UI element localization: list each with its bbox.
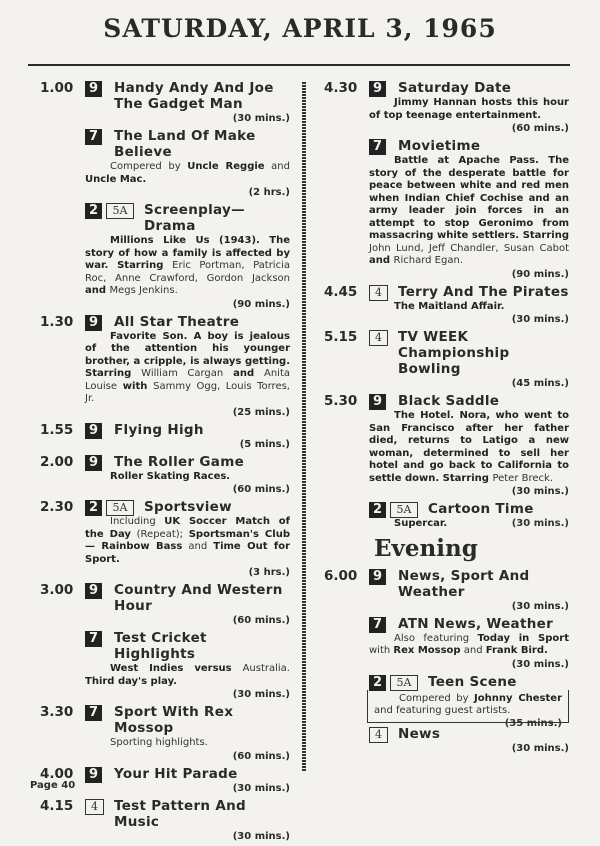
text: William Cargan bbox=[141, 368, 224, 379]
text: (Repeat); bbox=[130, 528, 189, 540]
program-description bbox=[85, 516, 290, 566]
bold-text: and bbox=[85, 285, 110, 296]
program-listing bbox=[85, 499, 290, 579]
channel-badges bbox=[85, 583, 102, 599]
channel-badges bbox=[369, 502, 418, 518]
channel-badges bbox=[85, 455, 102, 471]
bold-text: with bbox=[117, 380, 154, 392]
program-duration: (90 mins.) bbox=[511, 268, 569, 280]
bold-text: Today in Sport bbox=[477, 632, 569, 644]
slot-time: 6.00 bbox=[324, 567, 358, 584]
program-description bbox=[374, 692, 562, 729]
program-duration: (30 mins.) bbox=[511, 486, 569, 497]
program-listing bbox=[85, 582, 290, 627]
time-slot bbox=[324, 393, 569, 531]
time-slot bbox=[324, 80, 569, 281]
program-duration: (30 mins.) bbox=[511, 600, 569, 612]
program-duration: (30 mins.) bbox=[511, 742, 569, 754]
channel-badges bbox=[369, 675, 418, 691]
channel-badges bbox=[369, 285, 388, 301]
boxed-description bbox=[367, 690, 569, 729]
channel-badges bbox=[369, 727, 388, 743]
bold-text: Time Out for Sport. bbox=[85, 541, 291, 565]
program-duration: (2 hrs.) bbox=[248, 187, 290, 198]
bold-text: Rex Mossop bbox=[393, 645, 461, 656]
channel-badges bbox=[369, 617, 386, 633]
time-slot bbox=[40, 499, 290, 579]
channel-badges bbox=[369, 330, 388, 346]
program-listing bbox=[369, 673, 569, 729]
channel-badge: 9 bbox=[85, 583, 102, 599]
channel-badges bbox=[85, 315, 102, 331]
channel-badge: 4 bbox=[369, 727, 388, 743]
program-listing bbox=[85, 80, 290, 125]
program-description bbox=[85, 737, 290, 750]
channel-badge: 7 bbox=[85, 631, 102, 647]
channel-badge: 2 bbox=[369, 675, 386, 691]
channel-badges bbox=[85, 500, 134, 516]
channel-badges bbox=[369, 139, 386, 155]
page-number: Page 40 bbox=[30, 780, 76, 791]
bold-text: Battle at Apache Pass. bbox=[394, 155, 539, 166]
slot-time: 1.30 bbox=[40, 313, 74, 330]
channel-badge: 9 bbox=[369, 569, 386, 585]
channel-badge: 5A bbox=[390, 675, 418, 691]
time-slot bbox=[40, 454, 290, 497]
channel-badge: 2 bbox=[369, 502, 386, 518]
program-title: Screenplay— Drama bbox=[144, 202, 245, 234]
bold-text: Nora, who went to San Francisco after her father died, returns to Latigo a new woman, determined to sell her hotel and go back to California to settle down. Starring bbox=[369, 410, 570, 484]
program-listing bbox=[369, 138, 569, 281]
slot-time: 2.30 bbox=[40, 499, 74, 515]
channel-badge: 9 bbox=[85, 423, 102, 439]
program-duration: (90 mins.) bbox=[232, 298, 290, 310]
text: and bbox=[460, 645, 486, 656]
program-description bbox=[85, 663, 290, 688]
program-duration: (30 mins.) bbox=[232, 782, 290, 794]
bold-text: Third day's play. bbox=[85, 675, 177, 687]
time-slot bbox=[324, 329, 569, 390]
channel-badges bbox=[85, 203, 134, 219]
program-title: Saturday Date bbox=[398, 80, 512, 96]
text: and bbox=[264, 161, 290, 172]
program-title: Handy Andy And Joe The Gadget Man bbox=[114, 80, 274, 112]
slot-time: 4.15 bbox=[40, 797, 74, 814]
program-title: News, Sport And Weather bbox=[398, 567, 530, 600]
program-duration: (30 mins.) bbox=[232, 689, 290, 700]
program-listing bbox=[85, 454, 290, 497]
text: Sammy Ogg, Louis Torres, Jr. bbox=[85, 380, 290, 404]
bold-text: Supercar. bbox=[394, 518, 448, 529]
program-duration: (60 mins.) bbox=[232, 484, 290, 495]
time-slot bbox=[40, 798, 290, 843]
channel-badges bbox=[85, 631, 102, 647]
program-description bbox=[369, 410, 569, 485]
program-title: The Land Of Make Believe bbox=[114, 128, 256, 160]
channel-badges bbox=[369, 394, 386, 410]
channel-badges bbox=[85, 81, 102, 97]
program-title: TV WEEK Championship Bowling bbox=[398, 329, 510, 377]
bold-text: and bbox=[223, 368, 264, 379]
program-description bbox=[369, 518, 569, 531]
time-slot bbox=[40, 422, 290, 451]
bold-text: Millions Like Us bbox=[110, 235, 210, 246]
channel-badge: 9 bbox=[85, 81, 102, 97]
time-slot bbox=[40, 766, 290, 795]
time-slot bbox=[40, 314, 290, 419]
text: Richard Egan. bbox=[393, 255, 463, 266]
time-slot bbox=[324, 284, 569, 327]
text: Eric Portman, Patricia Roc, Anne Crawford, Gordon Jackson bbox=[85, 260, 290, 284]
program-listing bbox=[369, 284, 569, 327]
channel-badges bbox=[85, 423, 102, 439]
time-slot bbox=[324, 568, 569, 755]
bold-text: Uncle Reggie bbox=[187, 161, 265, 172]
right-column bbox=[324, 80, 569, 758]
slot-time: 5.30 bbox=[324, 393, 358, 409]
channel-badge: 4 bbox=[369, 285, 388, 301]
bold-text: Johnny Chester bbox=[474, 692, 562, 704]
bold-text: Frank Bird. bbox=[485, 645, 548, 656]
program-listing bbox=[369, 501, 569, 531]
channel-badge: 9 bbox=[369, 81, 386, 97]
program-title: Sportsview bbox=[144, 499, 232, 515]
program-duration: (30 mins.) bbox=[511, 658, 569, 670]
time-slot bbox=[40, 704, 290, 763]
text: Megs Jenkins. bbox=[109, 285, 178, 296]
program-listing bbox=[369, 80, 569, 135]
column-divider bbox=[302, 82, 306, 772]
bold-text: The Maitland Affair. bbox=[394, 300, 505, 312]
program-duration: (45 mins.) bbox=[511, 378, 569, 389]
channel-badges bbox=[85, 129, 102, 145]
channel-badge: 7 bbox=[369, 617, 386, 633]
channel-badge: 9 bbox=[85, 767, 102, 783]
bold-text: UK Soccer Match of the Day bbox=[85, 516, 290, 540]
page-title: SATURDAY, APRIL 3, 1965 bbox=[103, 14, 497, 43]
bold-text: Jimmy Hannan bbox=[394, 97, 477, 108]
bold-text: Roller Skating Races. bbox=[110, 470, 231, 482]
program-title: Flying High bbox=[114, 421, 204, 438]
channel-badge: 9 bbox=[85, 315, 102, 331]
channel-badge: 7 bbox=[369, 139, 386, 155]
program-title: The Roller Game bbox=[114, 453, 245, 470]
channel-badges bbox=[85, 705, 102, 721]
program-listing bbox=[85, 128, 290, 199]
program-duration: (5 mins.) bbox=[239, 438, 290, 450]
slot-time: 2.00 bbox=[40, 453, 74, 470]
program-title: Country And Western Hour bbox=[114, 582, 283, 614]
program-description bbox=[369, 97, 569, 122]
bold-text: Uncle Mac. bbox=[85, 173, 147, 185]
program-listing bbox=[85, 766, 290, 795]
text: Sporting highlights. bbox=[110, 737, 208, 748]
program-title: Movietime bbox=[398, 138, 481, 154]
text: Including bbox=[110, 516, 165, 527]
program-duration: (35 mins.) bbox=[504, 717, 562, 729]
program-listing bbox=[369, 616, 569, 671]
program-duration: (25 mins.) bbox=[232, 406, 290, 418]
channel-badge: 4 bbox=[85, 799, 104, 815]
program-description bbox=[85, 471, 290, 484]
channel-badge: 2 bbox=[85, 500, 102, 516]
program-duration: (30 mins.) bbox=[232, 830, 290, 842]
program-title: Your Hit Parade bbox=[114, 765, 238, 782]
program-description bbox=[369, 155, 569, 268]
slot-time: 1.55 bbox=[40, 421, 74, 438]
text: and bbox=[182, 541, 214, 552]
program-title: Teen Scene bbox=[428, 673, 517, 690]
text: Australia. bbox=[242, 663, 290, 674]
program-title: Sport With Rex Mossop bbox=[114, 704, 234, 736]
channel-badge: 5A bbox=[390, 502, 418, 518]
channel-badge: 7 bbox=[85, 705, 102, 721]
program-listing bbox=[369, 726, 569, 755]
program-duration: (30 mins.) bbox=[511, 518, 569, 529]
bold-text: (1943). The story of how a family is affected by war. Starring bbox=[85, 235, 290, 271]
program-listing bbox=[85, 630, 290, 701]
channel-badge: 5A bbox=[106, 500, 134, 516]
program-listing bbox=[85, 704, 290, 763]
program-duration: (60 mins.) bbox=[232, 750, 290, 762]
bold-text: Sportsman's Club — Rainbow Bass bbox=[85, 528, 290, 552]
bold-text: The story of the desperate battle for peace between white and red men when Indian Chief Cochise and an army leader join forces in an attempt to stop Geronimo from massacring white settlers. Starring bbox=[369, 155, 569, 241]
slot-time: 4.30 bbox=[324, 80, 358, 96]
title-rule bbox=[28, 64, 570, 66]
program-duration: (3 hrs.) bbox=[248, 567, 290, 578]
program-listing bbox=[369, 568, 569, 613]
left-column bbox=[40, 80, 290, 846]
program-description bbox=[85, 161, 290, 186]
program-title: Test Pattern And Music bbox=[114, 797, 246, 830]
channel-badge: 7 bbox=[85, 129, 102, 145]
text: Peter Breck. bbox=[492, 472, 553, 484]
program-listing bbox=[85, 422, 290, 451]
time-slot bbox=[40, 582, 290, 701]
program-listing bbox=[85, 798, 290, 843]
channel-badge: 2 bbox=[85, 203, 102, 219]
program-duration: (60 mins.) bbox=[232, 615, 290, 626]
text: John Lund, Jeff Chandler, Susan Cabot bbox=[369, 242, 569, 254]
program-listing bbox=[85, 314, 290, 419]
bold-text: Favorite Son. bbox=[110, 330, 188, 342]
program-title: Cartoon Time bbox=[428, 501, 534, 517]
channel-badge: 9 bbox=[85, 455, 102, 471]
program-description bbox=[85, 235, 290, 298]
program-title: News bbox=[398, 725, 441, 742]
slot-time: 3.30 bbox=[40, 704, 74, 720]
channel-badges bbox=[85, 799, 104, 815]
slot-time: 1.00 bbox=[40, 80, 74, 96]
channel-badge: 5A bbox=[106, 203, 134, 219]
bold-text: hosts this hour of top teenage entertainment. bbox=[369, 97, 569, 121]
program-duration: (30 mins.) bbox=[232, 113, 290, 124]
program-description bbox=[85, 331, 290, 406]
channel-badges bbox=[369, 569, 386, 585]
channel-badge: 9 bbox=[369, 394, 386, 410]
program-title: All Star Theatre bbox=[114, 313, 240, 330]
bold-text: versus bbox=[183, 663, 243, 674]
program-listing bbox=[369, 329, 569, 390]
slot-time: 4.00 bbox=[40, 765, 74, 782]
text: with bbox=[369, 645, 394, 656]
program-listing bbox=[85, 202, 290, 311]
slot-time: 4.45 bbox=[324, 283, 358, 300]
channel-badges bbox=[369, 81, 386, 97]
text: Compered by bbox=[110, 161, 188, 172]
program-description bbox=[369, 633, 569, 658]
program-title: Terry And The Pirates bbox=[398, 283, 569, 300]
time-slot bbox=[40, 80, 290, 311]
channel-badge: 4 bbox=[369, 330, 388, 346]
program-title: ATN News, Weather bbox=[398, 615, 554, 632]
channel-badges bbox=[85, 767, 102, 783]
slot-time: 3.00 bbox=[40, 582, 74, 598]
program-duration: (30 mins.) bbox=[511, 314, 569, 325]
text: Compered by bbox=[399, 692, 475, 704]
text: Anita Louise bbox=[85, 368, 290, 392]
slot-time: 5.15 bbox=[324, 329, 358, 345]
text: and featuring guest artists. bbox=[374, 705, 511, 716]
program-duration: (60 mins.) bbox=[511, 123, 569, 134]
bold-text: West Indies bbox=[110, 663, 184, 674]
program-title: Test Cricket Highlights bbox=[114, 630, 207, 662]
text: Also featuring bbox=[394, 632, 478, 644]
bold-text: A boy is jealous of the attention his younger brother, a cripple, is always getting. Starring bbox=[85, 330, 290, 379]
evening-heading: Evening bbox=[374, 534, 478, 562]
bold-text: The Hotel. bbox=[394, 410, 455, 421]
program-listing bbox=[369, 393, 569, 498]
program-description bbox=[369, 301, 569, 314]
bold-text: and bbox=[369, 255, 394, 266]
program-title: Black Saddle bbox=[398, 393, 500, 409]
